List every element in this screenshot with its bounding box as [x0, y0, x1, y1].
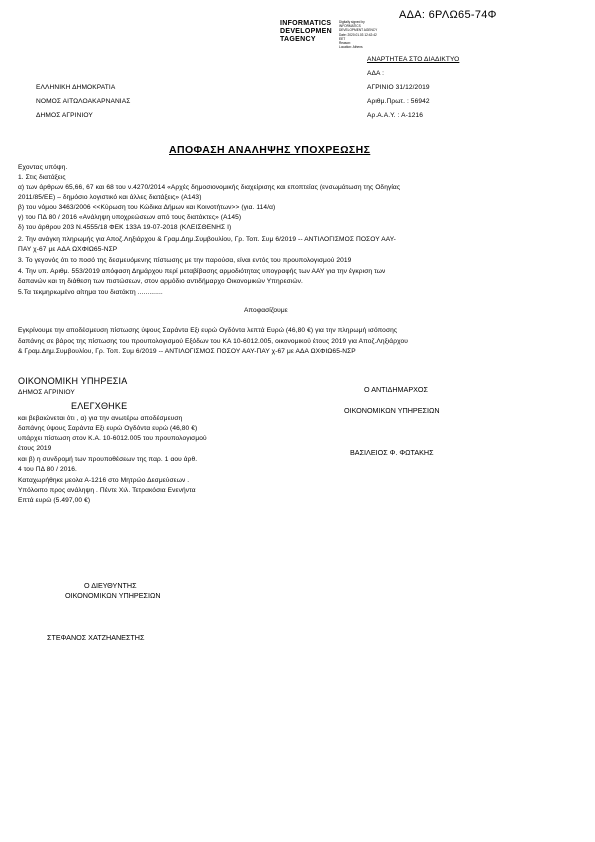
- decision-line: Εγκρίνουμε την αποδέσμευση πίστωσης ύψους Σαράντα Εξι ευρώ Ογδόντα λεπτά Ευρώ (46,80 €) για την πληρωμή ισόποσης: [18, 327, 398, 334]
- verification-line: Υπόλοιπο προς ανάληψη . Πέντε Χιλ. Τετρακόσια Ενενήντα: [18, 487, 196, 494]
- verification-line: και β) η συνδρομή των προυποθέσεων της παρ. 1 αου άρθ.: [18, 456, 198, 463]
- director-title: Ο ΔΙΕΥΘΥΝΤΗΣ: [84, 581, 137, 590]
- publish-heading: ΑΝΑΡΤΗΤΕΑ ΣΤΟ ΔΙΑΔΙΚΤΥΟ: [367, 56, 460, 63]
- header-aay-number: Αρ.Α.Α.Υ. : Α-1216: [367, 112, 424, 119]
- verification-line: 4 του ΠΔ 80 / 2016.: [18, 466, 77, 473]
- signature-detail-line: Digitally signed by: [339, 20, 365, 24]
- body-line: 2011/85/ΕΕ) – δημόσιο λογιστικό και άλλες διατάξεις» (Α143): [18, 194, 202, 201]
- logo-line-1: INFORMATICS: [280, 20, 332, 27]
- signature-detail-line: Reason:: [339, 41, 351, 46]
- signature-detail-line: Location: Athens: [339, 45, 363, 50]
- verification-line: υπάρχει πίστωση στον Κ.Α. 10-6012.005 του προυπολογισμού: [18, 435, 207, 442]
- director-department: ΟΙΚΟΝΟΜΙΚΩΝ ΥΠΗΡΕΣΙΩΝ: [65, 591, 161, 600]
- deputy-mayor-department: ΟΙΚΟΝΟΜΙΚΩΝ ΥΠΗΡΕΣΙΩΝ: [344, 406, 440, 415]
- logo-line-2: DEVELOPMEN: [280, 28, 333, 35]
- body-line: 1. Στις διατάξεις: [18, 174, 66, 181]
- body-line: 5.Τα τεκμηριωμένο αίτημα του διατάκτη .............: [18, 289, 163, 296]
- document-title: ΑΠΟΦΑΣΗ ΑΝΑΛΗΨΗΣ ΥΠΟΧΡΕΩΣΗΣ: [169, 144, 371, 156]
- decision-line: & Γραμ.Δημ.Συμβουλίου, Γρ. Τοπ. Συμ 6/2019 -- ΑΝΤΙΛΟΓΙΣΜΟΣ ΠΟΣΟΥ ΑΑΥ-ΠΑΥ χ-67 με ΑΔΑ ΩΧΦΙΩ65-ΝΣΡ: [18, 348, 356, 355]
- header-republic: ΕΛΛΗΝΙΚΗ ΔΗΜΟΚΡΑΤΙΑ: [36, 84, 116, 91]
- signature-logo: [280, 20, 332, 44]
- body-line: ΠΑΥ χ-67 με ΑΔΑ ΩΧΦΙΩ65-ΝΣΡ: [18, 246, 118, 253]
- body-line: δαπανών και τη διάθεση των πιστώσεων, στον αρμόδιο αντιδήμαρχο Οικονομικών Υπηρεσιών.: [18, 278, 303, 285]
- director-name: ΣΤΕΦΑΝΟΣ ΧΑΤΖΗΑΝΕΣΤΗΣ: [47, 633, 145, 642]
- header-municipality: ΔΗΜΟΣ ΑΓΡΙΝΙΟΥ: [36, 112, 93, 119]
- body-line: β) του νόμου 3463/2006 <<Κύρωση του Κώδικα Δήμων και Κοινοτήτων>> (για. 114/α): [18, 204, 276, 211]
- signature-detail-line: INFORMATICS: [339, 24, 361, 29]
- header-date: ΑΓΡΙΝΙΟ 31/12/2019: [367, 84, 430, 91]
- body-line: Εχοντας υπόψη.: [18, 164, 68, 171]
- ada-code: ΑΔΑ: 6ΡΛΩ65-74Φ: [399, 9, 497, 21]
- header-ada-label: ΑΔΑ :: [367, 70, 385, 77]
- verification-line: δαπάνης ύψους Σαράντα Εξι ευρώ Ογδόντα ευρώ (46,80 €): [18, 425, 198, 432]
- header-protocol-number: Αριθμ.Πρωτ. : 56942: [367, 98, 430, 105]
- verification-line: Καταχωρήθηκε μεολα Α-1216 στο Μητρώο Δεσμεύσεων .: [18, 477, 190, 484]
- body-line: δ) του άρθρου 203 Ν.4555/18 ΦΕΚ 133Α 19-07-2018 (ΚΛΕΙΣΘΕΝΗΣ Ι): [18, 224, 232, 231]
- decision-heading: Αποφασίζουμε: [244, 307, 288, 314]
- body-line: 3. Το γεγονός ότι το ποσό της δεσμευόμενης πίστωσης με την παρούσα, είναι εντός του προυπολογισμού 2019: [18, 257, 352, 264]
- financial-service-heading: ΟΙΚΟΝΟΜΙΚΗ ΥΠΗΡΕΣΙΑ: [18, 376, 128, 386]
- financial-service-municipality: ΔΗΜΟΣ ΑΓΡΙΝΙΟΥ: [18, 389, 75, 396]
- decision-line: δαπάνης σε βάρος της πίστωσης του προυπολογισμού Εξόδων του ΚΑ 10-6012.005, οικονομικού έτους 2019 για Αποζ.Ληξιάρχου: [18, 338, 408, 345]
- signature-detail-line: EET: [339, 36, 346, 41]
- body-line: α) των άρθρων 65,66, 67 και 68 του ν.4270/2014 «Αρχές δημοσιονομικής διαχείρισης και εποπτείας (ενσωμάτωση της Οδηγίας: [18, 184, 401, 191]
- body-line: γ) του ΠΔ 80 / 2016 «Ανάληψη υποχρεώσεων από τους διατάκτες» (Α145): [18, 214, 242, 221]
- deputy-mayor-name: ΒΑΣΙΛΕΙΟΣ Φ. ΦΩΤΑΚΗΣ: [350, 448, 434, 457]
- logo-line-3: TAGENCY: [280, 36, 316, 43]
- verification-line: και βεβαιώνεται ότι , α) για την ανωτέρω αποδέσμευση: [18, 415, 183, 422]
- deputy-mayor-title: Ο ΑΝΤΙΔΗΜΑΡΧΟΣ: [364, 385, 428, 394]
- signature-detail-line: Date: 2020.01.03 12:42:42: [339, 32, 377, 37]
- verification-line: έτους 2019: [18, 445, 52, 452]
- checked-label: ΕΛΕΓΧΘΗΚΕ: [71, 401, 128, 411]
- header-prefecture: ΝΟΜΟΣ ΑΙΤΩΛΟΑΚΑΡΝΑΝΙΑΣ: [36, 98, 131, 105]
- verification-line: Επτά ευρώ (5.497,00 €): [18, 497, 91, 504]
- body-line: 4. Την υπ. Αριθμ. 553/2019 απόφαση Δημάρχου περί μεταβίβασης αρμοδιότητας υπογραφής των ΑΑΥ για την έγκριση των: [18, 268, 386, 275]
- signature-details: [339, 20, 377, 49]
- body-line: 2. Την ανάγκη πληρωμής για Αποζ.Ληξιάρχου & Γραμ.Δημ.Συμβουλίου, Γρ. Τοπ. Συμ 6/2019 -- ΑΝΤΙΛΟΓΙΣΜΟΣ ΠΟΣΟΥ ΑΑΥ-: [18, 236, 396, 243]
- signature-detail-line: DEVELOPMENT AGENCY: [339, 28, 378, 33]
